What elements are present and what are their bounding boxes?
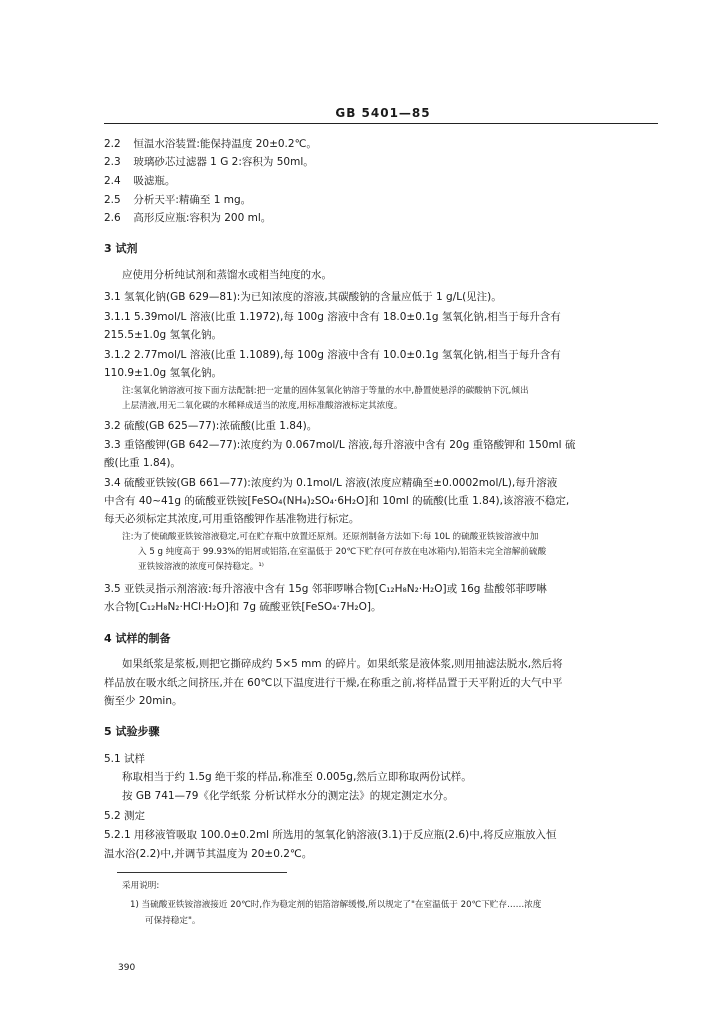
item-3-1-1-line2: 215.5±1.0g 氢氧化钠。 bbox=[104, 329, 223, 341]
item-3-4-line1: 3.4 硫酸亚铁铵(GB 661—77):浓度约为 0.1mol/L 溶液(浓度应精确至±0.0002mol/L),每升溶液 bbox=[104, 477, 558, 489]
item-5-1-para1: 称取相当于约 1.5g 绝干浆的样品,称准至 0.005g,然后立即称取两份试样。 bbox=[122, 771, 472, 783]
item-3-1: 3.1 氢氧化钠(GB 629—81):为已知浓度的溶液,其碳酸钠的含量应低于 1 g/L(见注)。 bbox=[104, 291, 502, 303]
item-3-2: 3.2 硫酸(GB 625—77):浓硫酸(比重 1.84)。 bbox=[104, 420, 318, 432]
item-number: 2.4 bbox=[104, 175, 121, 187]
item-3-4-line3: 每天必须标定其浓度,可用重铬酸钾作基准物进行标定。 bbox=[104, 513, 360, 525]
footnote-line2: 可保持稳定"。 bbox=[145, 916, 201, 926]
item-2-5 bbox=[104, 193, 251, 207]
note-2-line3: 亚铁铵溶液的浓度可保持稳定。¹⁾ bbox=[138, 562, 264, 572]
section-5-heading: 5 试验步骤 bbox=[104, 725, 160, 738]
standard-code-header: GB 5401—85 bbox=[335, 106, 431, 120]
item-2-4 bbox=[104, 174, 175, 188]
item-text: 玻璃砂芯过滤器 1 G 2:容积为 50ml。 bbox=[133, 156, 314, 168]
item-2-3 bbox=[104, 155, 314, 169]
item-5-1: 5.1 试样 bbox=[104, 753, 146, 765]
note-2-line2: 入 5 g 纯度高于 99.93%的铝屑或铝箔,在室温低于 20℃下贮存(可存放在电冰箱内),铝箔未完全溶解前硫酸 bbox=[138, 547, 547, 557]
page-number: 390 bbox=[118, 963, 136, 973]
item-text: 高形反应瓶:容积为 200 ml。 bbox=[133, 212, 272, 224]
item-3-3-line1: 3.3 重铬酸钾(GB 642—77):浓度约为 0.067mol/L 溶液,每升溶液中含有 20g 重铬酸钾和 150ml 硫 bbox=[104, 439, 576, 451]
section-4-heading: 4 试样的制备 bbox=[104, 632, 171, 645]
item-5-2-1-line2: 温水浴(2.2)中,并调节其温度为 20±0.2℃。 bbox=[104, 848, 313, 860]
section-3-intro: 应使用分析纯试剂和蒸馏水或相当纯度的水。 bbox=[122, 269, 332, 281]
item-3-5-line1: 3.5 亚铁灵指示剂溶液:每升溶液中含有 15g 邻菲啰啉合物[C₁₂H₈N₂·H₂O]或 16g 盐酸邻菲啰啉 bbox=[104, 583, 547, 595]
note-1-line2: 上层清液,用无二氧化碳的水稀释成适当的浓度,用标准酸溶液标定其浓度。 bbox=[122, 401, 403, 411]
item-text: 分析天平:精确至 1 mg。 bbox=[133, 194, 252, 206]
item-2-6 bbox=[104, 211, 271, 225]
item-3-5-line2: 水合物[C₁₂H₈N₂·HCl·H₂O]和 7g 硫酸亚铁[FeSO₄·7H₂O]。 bbox=[104, 601, 382, 613]
section-4-para-line3: 衡至少 20min。 bbox=[104, 695, 183, 707]
footnote-title: 采用说明: bbox=[122, 881, 160, 891]
item-3-4-line2: 中含有 40~41g 的硫酸亚铁铵[FeSO₄(NH₄)₂SO₄·6H₂O]和 10ml 的硫酸(比重 1.84),该溶液不稳定, bbox=[104, 495, 570, 507]
footnote-rule bbox=[117, 872, 287, 873]
header-rule bbox=[104, 123, 658, 124]
item-3-1-1-line1: 3.1.1 5.39mol/L 溶液(比重 1.1972),每 100g 溶液中含有 18.0±0.1g 氢氧化钠,相当于每升含有 bbox=[104, 311, 561, 323]
item-number: 2.2 bbox=[104, 138, 121, 150]
item-5-2-1-line1: 5.2.1 用移液管吸取 100.0±0.2ml 所选用的氢氧化钠溶液(3.1)于反应瓶(2.6)中,将反应瓶放入恒 bbox=[104, 829, 557, 841]
section-4-para-line1: 如果纸浆是浆板,则把它撕碎成约 5×5 mm 的碎片。如果纸浆是液体浆,则用抽滤法脱水,然后将 bbox=[122, 658, 563, 670]
item-number: 2.5 bbox=[104, 194, 121, 206]
item-5-2: 5.2 测定 bbox=[104, 810, 146, 822]
note-2-line1: 注:为了使硫酸亚铁铵溶液稳定,可在贮存瓶中放置还原剂。还原剂制备方法如下:每 10L 的硫酸亚铁铵溶液中加 bbox=[122, 532, 539, 542]
footnote-line1: 1) 当硫酸亚铁铵溶液接近 20℃时,作为稳定剂的铝箔溶解缓慢,所以规定了"在室温低于 20℃下贮存……浓度 bbox=[130, 900, 542, 910]
item-3-3-line2: 酸(比重 1.84)。 bbox=[104, 457, 181, 469]
item-number: 2.3 bbox=[104, 156, 121, 168]
item-2-2 bbox=[104, 137, 317, 151]
item-3-1-2-line2: 110.9±1.0g 氢氧化钠。 bbox=[104, 367, 223, 379]
item-3-1-2-line1: 3.1.2 2.77mol/L 溶液(比重 1.1089),每 100g 溶液中含有 10.0±0.1g 氢氧化钠,相当于每升含有 bbox=[104, 349, 561, 361]
item-text: 吸滤瓶。 bbox=[133, 175, 176, 187]
note-1-line1: 注:氢氧化钠溶液可按下面方法配制:把一定量的固体氢氧化钠溶于等量的水中,静置使悬浮的碳酸钠下沉,倾出 bbox=[122, 386, 529, 396]
section-3-heading: 3 试剂 bbox=[104, 242, 138, 255]
item-number: 2.6 bbox=[104, 212, 121, 224]
item-text: 恒温水浴装置:能保持温度 20±0.2℃。 bbox=[133, 138, 317, 150]
item-5-1-para2: 按 GB 741—79《化学纸浆 分析试样水分的测定法》的规定测定水分。 bbox=[122, 790, 454, 802]
section-4-para-line2: 样品放在吸水纸之间挤压,并在 60℃以下温度进行干燥,在称重之前,将样品置于天平附近的大气中平 bbox=[104, 677, 563, 689]
